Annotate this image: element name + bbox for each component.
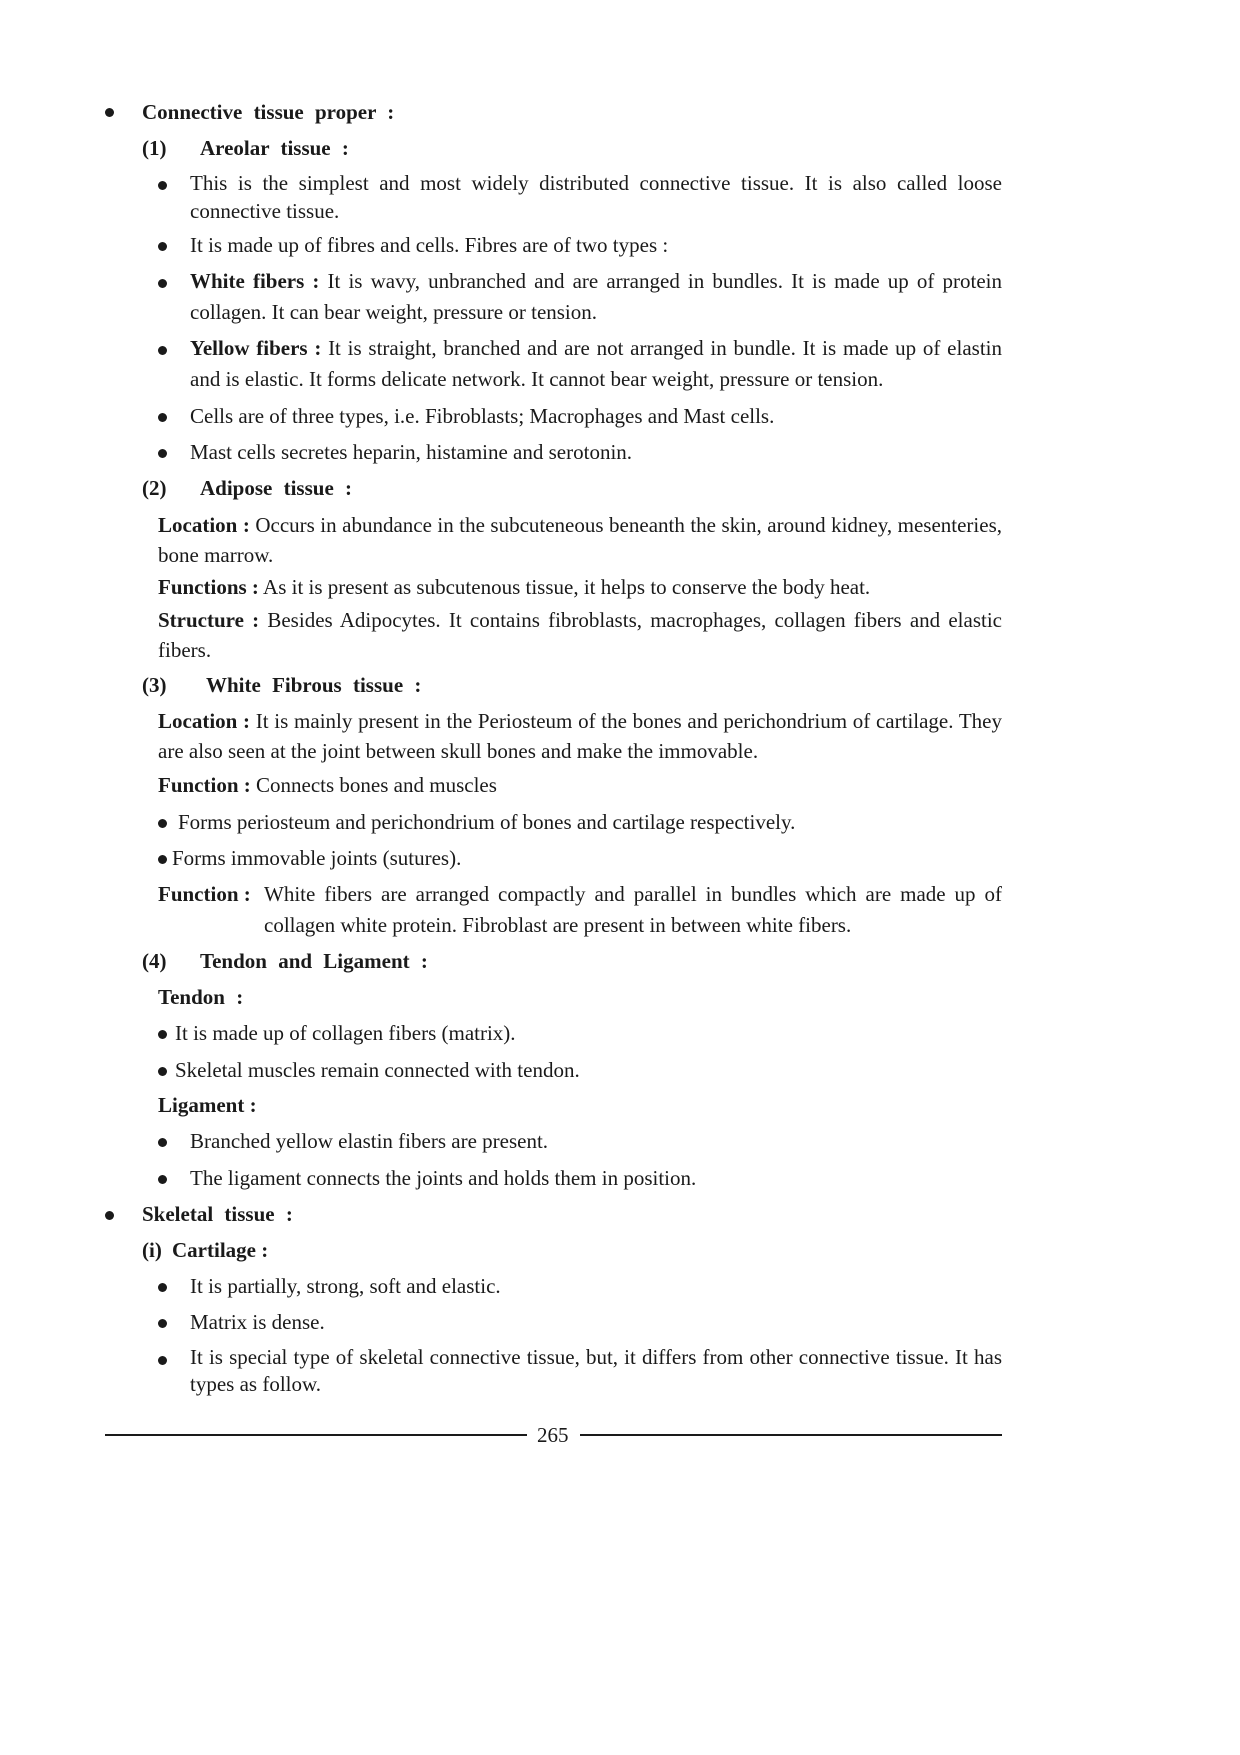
adipose-location bbox=[158, 510, 1002, 570]
list-item: The ligament connects the joints and holds them in position. bbox=[190, 1166, 697, 1190]
subsection-heading-areolar: Areolar tissue : bbox=[200, 136, 349, 160]
term-text: Occurs in abundance in the subcuteneous beneanth the skin, around kidney, mesenteries, bone marrow. bbox=[158, 513, 1002, 567]
list-item: Skeletal muscles remain connected with tendon. bbox=[175, 1058, 580, 1082]
bullet-icon bbox=[158, 1138, 167, 1147]
white-fibrous-function-2-label: Function : bbox=[158, 882, 251, 906]
bullet-icon bbox=[158, 855, 167, 864]
bullet-icon bbox=[158, 1319, 167, 1328]
tendon-label: Tendon : bbox=[158, 985, 244, 1009]
subsection-heading-white-fibrous: White Fibrous tissue : bbox=[206, 673, 422, 697]
page-number: 265 bbox=[537, 1423, 569, 1447]
section-heading-skeletal-tissue: Skeletal tissue : bbox=[142, 1202, 293, 1226]
white-fibrous-location bbox=[158, 706, 1002, 766]
term-label: Structure : bbox=[158, 608, 260, 632]
list-item-yellow-fibers bbox=[190, 333, 1002, 395]
bullet-icon bbox=[158, 1283, 167, 1292]
subsection-heading-tendon-ligament: Tendon and Ligament : bbox=[200, 949, 428, 973]
bullet-icon bbox=[158, 819, 167, 828]
list-item: It is made up of collagen fibers (matrix). bbox=[175, 1021, 516, 1045]
white-fibrous-function-2-text: White fibers are arranged compactly and parallel in bundles which are made up of collagen white protein. Fibroblast are present in between white fibers. bbox=[264, 882, 1002, 937]
bullet-icon bbox=[158, 1356, 167, 1365]
footer-rule-right bbox=[580, 1434, 1002, 1436]
list-item: It is made up of fibres and cells. Fibres are of two types : bbox=[190, 233, 669, 257]
section-heading-connective-tissue-proper: Connective tissue proper : bbox=[142, 100, 395, 124]
list-item: Forms periosteum and perichondrium of bones and cartilage respectively. bbox=[178, 810, 796, 834]
bullet-icon bbox=[158, 1175, 167, 1184]
term-text: Besides Adipocytes. It contains fibroblasts, macrophages, collagen fibers and elastic fibers. bbox=[158, 608, 1002, 662]
white-fibrous-function bbox=[158, 770, 497, 800]
term-label: White fibers : bbox=[190, 269, 320, 293]
list-item: Branched yellow elastin fibers are present. bbox=[190, 1129, 549, 1153]
term-text: It is straight, branched and are not arranged in bundle. It is made up of elastin and is elastic. It forms delicate network. It cannot bear weight, pressure or tension. bbox=[190, 336, 1002, 391]
list-item: Matrix is dense. bbox=[190, 1310, 325, 1334]
term-label: Function : bbox=[158, 773, 251, 797]
bullet-icon bbox=[158, 449, 167, 458]
bullet-icon bbox=[158, 1067, 167, 1076]
list-item: It is partially, strong, soft and elastic. bbox=[190, 1274, 501, 1298]
bullet-icon bbox=[158, 279, 167, 288]
bullet-icon bbox=[158, 242, 167, 251]
list-item: It is special type of skeletal connective tissue, but, it differs from other connective tissue. It has types as follow. bbox=[190, 1345, 1002, 1396]
bullet-icon bbox=[158, 413, 167, 422]
subsection-number-4: (4) bbox=[142, 949, 167, 973]
list-item: Forms immovable joints (sutures). bbox=[172, 846, 462, 870]
term-label: Yellow fibers : bbox=[190, 336, 322, 360]
subsection-heading-cartilage: Cartilage : bbox=[172, 1238, 269, 1262]
bullet-icon bbox=[158, 181, 167, 190]
subsection-number-3: (3) bbox=[142, 673, 167, 697]
adipose-structure bbox=[158, 605, 1002, 665]
bullet-icon bbox=[105, 108, 114, 117]
subsection-number-2: (2) bbox=[142, 476, 167, 500]
subsection-number-i: (i) bbox=[142, 1238, 162, 1262]
footer-rule-left bbox=[105, 1434, 527, 1436]
list-item: Cells are of three types, i.e. Fibroblasts; Macrophages and Mast cells. bbox=[190, 404, 775, 428]
term-label: Location : bbox=[158, 513, 250, 537]
bullet-icon bbox=[158, 346, 167, 355]
adipose-functions bbox=[158, 572, 870, 602]
bullet-icon bbox=[105, 1211, 114, 1220]
term-label: Location : bbox=[158, 709, 251, 733]
term-text: It is mainly present in the Periosteum of the bones and perichondrium of cartilage. They are also seen at the joint between skull bones and make the immovable. bbox=[158, 709, 1002, 763]
ligament-label: Ligament : bbox=[158, 1093, 257, 1117]
subsection-heading-adipose: Adipose tissue : bbox=[200, 476, 353, 500]
term-text: As it is present as subcutenous tissue, it helps to conserve the body heat. bbox=[258, 575, 871, 599]
term-label: Functions : bbox=[158, 575, 259, 599]
term-text: It is wavy, unbranched and are arranged in bundles. It is made up of protein collagen. It can bear weight, pressure or tension. bbox=[190, 269, 1002, 324]
list-item: This is the simplest and most widely distributed connective tissue. It is also called loose connective tissue. bbox=[190, 171, 1002, 223]
term-text: Connects bones and muscles bbox=[250, 773, 497, 797]
subsection-number-1: (1) bbox=[142, 136, 167, 160]
bullet-icon bbox=[158, 1030, 167, 1039]
list-item-white-fibers bbox=[190, 266, 1002, 328]
list-item: Mast cells secretes heparin, histamine and serotonin. bbox=[190, 440, 633, 464]
